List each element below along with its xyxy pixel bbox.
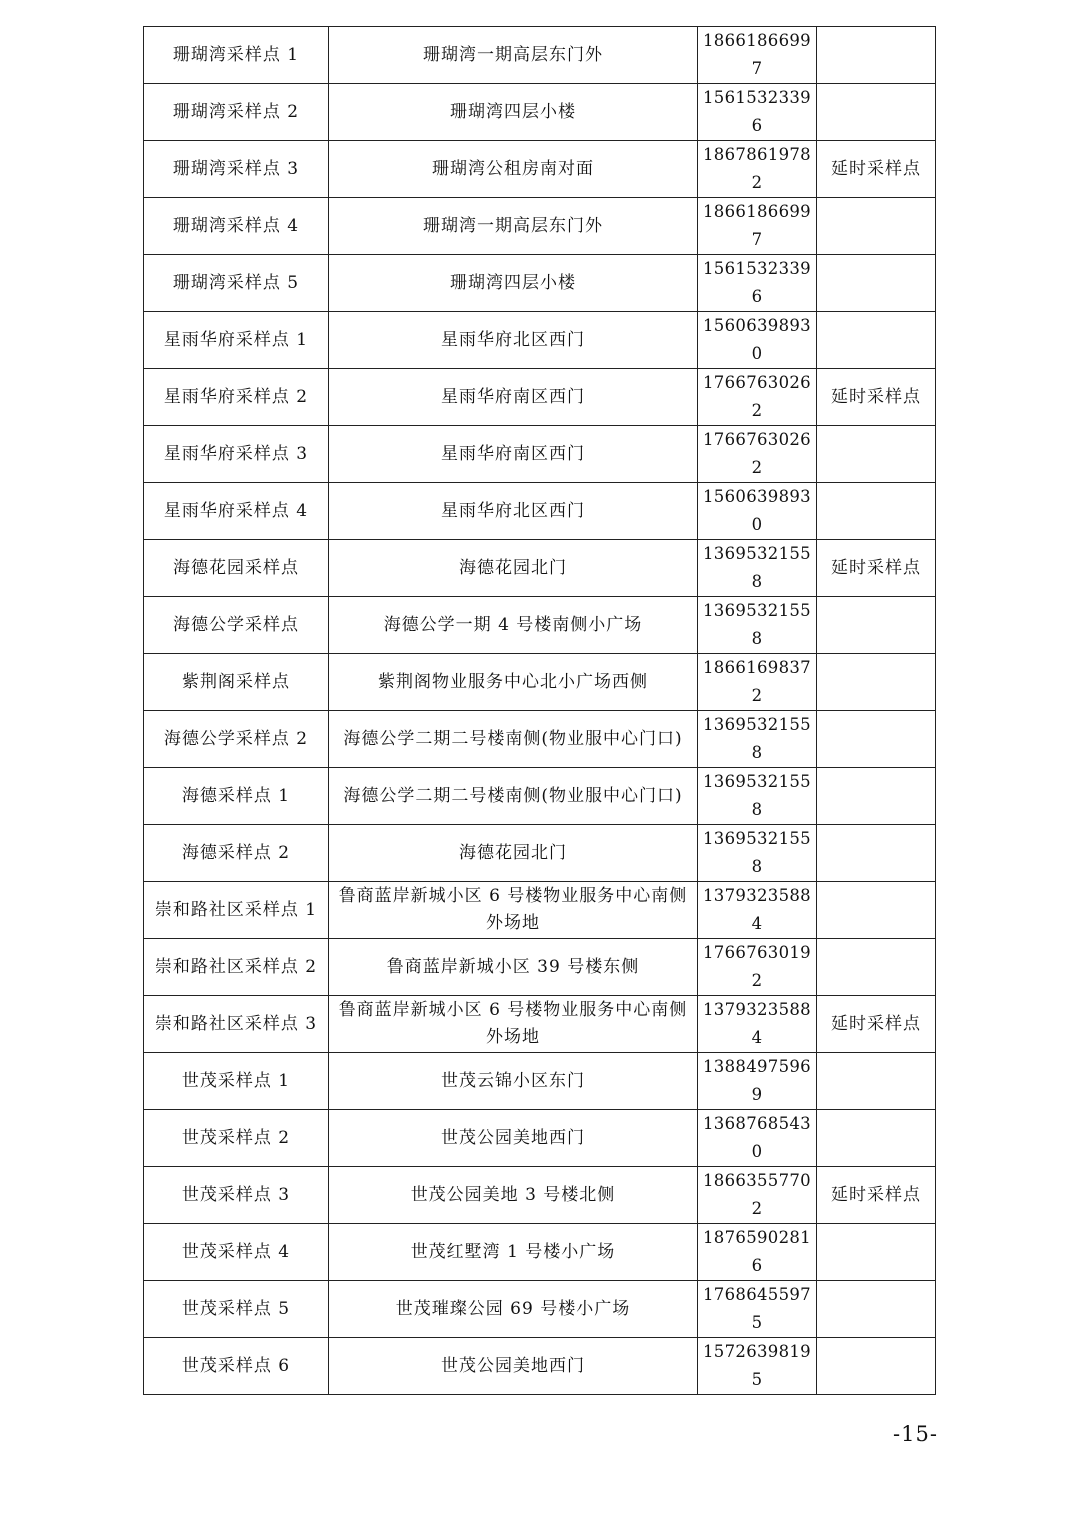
site-name: 星雨华府采样点 3 bbox=[144, 426, 329, 483]
table-row bbox=[144, 1338, 936, 1395]
table-row bbox=[144, 1110, 936, 1167]
site-location: 星雨华府北区西门 bbox=[329, 312, 698, 369]
contact-phone: 1766763026 2 bbox=[698, 369, 817, 426]
site-note bbox=[817, 426, 936, 483]
sampling-sites-table bbox=[143, 26, 936, 1395]
site-name: 崇和路社区采样点 1 bbox=[144, 882, 329, 939]
table-row bbox=[144, 768, 936, 825]
site-name: 海德花园采样点 bbox=[144, 540, 329, 597]
site-location: 珊瑚湾一期高层东门外 bbox=[329, 198, 698, 255]
site-name: 崇和路社区采样点 3 bbox=[144, 996, 329, 1053]
table-row bbox=[144, 540, 936, 597]
site-location: 珊瑚湾一期高层东门外 bbox=[329, 27, 698, 84]
site-location: 星雨华府南区西门 bbox=[329, 426, 698, 483]
site-note bbox=[817, 483, 936, 540]
contact-phone: 1866355770 2 bbox=[698, 1167, 817, 1224]
contact-phone: 1766763026 2 bbox=[698, 426, 817, 483]
site-name: 海德公学采样点 2 bbox=[144, 711, 329, 768]
table-row bbox=[144, 882, 936, 939]
table-body bbox=[144, 27, 936, 1395]
table-row bbox=[144, 483, 936, 540]
contact-phone: 1876590281 6 bbox=[698, 1224, 817, 1281]
site-location: 世茂公园美地 3 号楼北侧 bbox=[329, 1167, 698, 1224]
site-note bbox=[817, 882, 936, 939]
table-row bbox=[144, 939, 936, 996]
site-name: 世茂采样点 6 bbox=[144, 1338, 329, 1395]
site-location: 鲁商蓝岸新城小区 6 号楼物业服务中心南侧外场地 bbox=[329, 882, 698, 939]
table-row bbox=[144, 711, 936, 768]
table-row bbox=[144, 1281, 936, 1338]
site-location: 海德公学二期二号楼南侧(物业服中心门口) bbox=[329, 768, 698, 825]
contact-phone: 1560639893 0 bbox=[698, 483, 817, 540]
contact-phone: 1369532155 8 bbox=[698, 825, 817, 882]
contact-phone: 1768645597 5 bbox=[698, 1281, 817, 1338]
contact-phone: 1561532339 6 bbox=[698, 255, 817, 312]
site-name: 珊瑚湾采样点 1 bbox=[144, 27, 329, 84]
contact-phone: 1866169837 2 bbox=[698, 654, 817, 711]
contact-phone: 1368768543 0 bbox=[698, 1110, 817, 1167]
site-location: 世茂公园美地西门 bbox=[329, 1338, 698, 1395]
site-name: 世茂采样点 1 bbox=[144, 1053, 329, 1110]
site-note: 延时采样点 bbox=[817, 369, 936, 426]
site-note bbox=[817, 255, 936, 312]
site-name: 星雨华府采样点 4 bbox=[144, 483, 329, 540]
table-row bbox=[144, 426, 936, 483]
site-location: 海德花园北门 bbox=[329, 540, 698, 597]
contact-phone: 1369532155 8 bbox=[698, 540, 817, 597]
site-location: 世茂璀璨公园 69 号楼小广场 bbox=[329, 1281, 698, 1338]
site-name: 珊瑚湾采样点 5 bbox=[144, 255, 329, 312]
site-name: 世茂采样点 5 bbox=[144, 1281, 329, 1338]
site-name: 星雨华府采样点 1 bbox=[144, 312, 329, 369]
contact-phone: 1766763019 2 bbox=[698, 939, 817, 996]
contact-phone: 1866186699 7 bbox=[698, 198, 817, 255]
site-note bbox=[817, 597, 936, 654]
site-location: 世茂红墅湾 1 号楼小广场 bbox=[329, 1224, 698, 1281]
site-name: 世茂采样点 4 bbox=[144, 1224, 329, 1281]
table-row bbox=[144, 1053, 936, 1110]
site-location: 珊瑚湾公租房南对面 bbox=[329, 141, 698, 198]
site-name: 珊瑚湾采样点 2 bbox=[144, 84, 329, 141]
contact-phone: 1561532339 6 bbox=[698, 84, 817, 141]
site-note bbox=[817, 711, 936, 768]
contact-phone: 1369532155 8 bbox=[698, 711, 817, 768]
site-location: 海德花园北门 bbox=[329, 825, 698, 882]
contact-phone: 1560639893 0 bbox=[698, 312, 817, 369]
site-name: 世茂采样点 2 bbox=[144, 1110, 329, 1167]
contact-phone: 1866186699 7 bbox=[698, 27, 817, 84]
site-name: 海德公学采样点 bbox=[144, 597, 329, 654]
site-name: 海德采样点 2 bbox=[144, 825, 329, 882]
table-row bbox=[144, 84, 936, 141]
site-name: 海德采样点 1 bbox=[144, 768, 329, 825]
site-note bbox=[817, 768, 936, 825]
site-note bbox=[817, 1281, 936, 1338]
table-row bbox=[144, 141, 936, 198]
site-note bbox=[817, 84, 936, 141]
contact-phone: 1388497596 9 bbox=[698, 1053, 817, 1110]
site-location: 世茂公园美地西门 bbox=[329, 1110, 698, 1167]
site-location: 珊瑚湾四层小楼 bbox=[329, 255, 698, 312]
site-name: 世茂采样点 3 bbox=[144, 1167, 329, 1224]
contact-phone: 1867861978 2 bbox=[698, 141, 817, 198]
site-name: 紫荆阁采样点 bbox=[144, 654, 329, 711]
site-note: 延时采样点 bbox=[817, 1167, 936, 1224]
site-location: 紫荆阁物业服务中心北小广场西侧 bbox=[329, 654, 698, 711]
site-location: 鲁商蓝岸新城小区 6 号楼物业服务中心南侧外场地 bbox=[329, 996, 698, 1053]
contact-phone: 1572639819 5 bbox=[698, 1338, 817, 1395]
site-location: 鲁商蓝岸新城小区 39 号楼东侧 bbox=[329, 939, 698, 996]
site-note bbox=[817, 27, 936, 84]
site-location: 海德公学一期 4 号楼南侧小广场 bbox=[329, 597, 698, 654]
table-row bbox=[144, 996, 936, 1053]
site-location: 珊瑚湾四层小楼 bbox=[329, 84, 698, 141]
table-row bbox=[144, 27, 936, 84]
table-row bbox=[144, 312, 936, 369]
contact-phone: 1369532155 8 bbox=[698, 597, 817, 654]
table-row bbox=[144, 1224, 936, 1281]
site-note bbox=[817, 939, 936, 996]
site-location: 星雨华府北区西门 bbox=[329, 483, 698, 540]
site-location: 海德公学二期二号楼南侧(物业服中心门口) bbox=[329, 711, 698, 768]
site-note bbox=[817, 1338, 936, 1395]
contact-phone: 1379323588 4 bbox=[698, 882, 817, 939]
site-note bbox=[817, 1110, 936, 1167]
table-row bbox=[144, 369, 936, 426]
table-row bbox=[144, 597, 936, 654]
site-name: 崇和路社区采样点 2 bbox=[144, 939, 329, 996]
table-row bbox=[144, 654, 936, 711]
contact-phone: 1379323588 4 bbox=[698, 996, 817, 1053]
site-name: 星雨华府采样点 2 bbox=[144, 369, 329, 426]
table-row bbox=[144, 825, 936, 882]
site-note bbox=[817, 1224, 936, 1281]
site-note: 延时采样点 bbox=[817, 996, 936, 1053]
site-note: 延时采样点 bbox=[817, 540, 936, 597]
contact-phone: 1369532155 8 bbox=[698, 768, 817, 825]
site-note bbox=[817, 1053, 936, 1110]
site-note bbox=[817, 654, 936, 711]
page-number: -15- bbox=[893, 1422, 938, 1446]
site-note: 延时采样点 bbox=[817, 141, 936, 198]
table-row bbox=[144, 198, 936, 255]
site-name: 珊瑚湾采样点 3 bbox=[144, 141, 329, 198]
site-note bbox=[817, 825, 936, 882]
site-location: 星雨华府南区西门 bbox=[329, 369, 698, 426]
table-row bbox=[144, 255, 936, 312]
site-location: 世茂云锦小区东门 bbox=[329, 1053, 698, 1110]
table-row bbox=[144, 1167, 936, 1224]
site-name: 珊瑚湾采样点 4 bbox=[144, 198, 329, 255]
site-note bbox=[817, 198, 936, 255]
site-note bbox=[817, 312, 936, 369]
